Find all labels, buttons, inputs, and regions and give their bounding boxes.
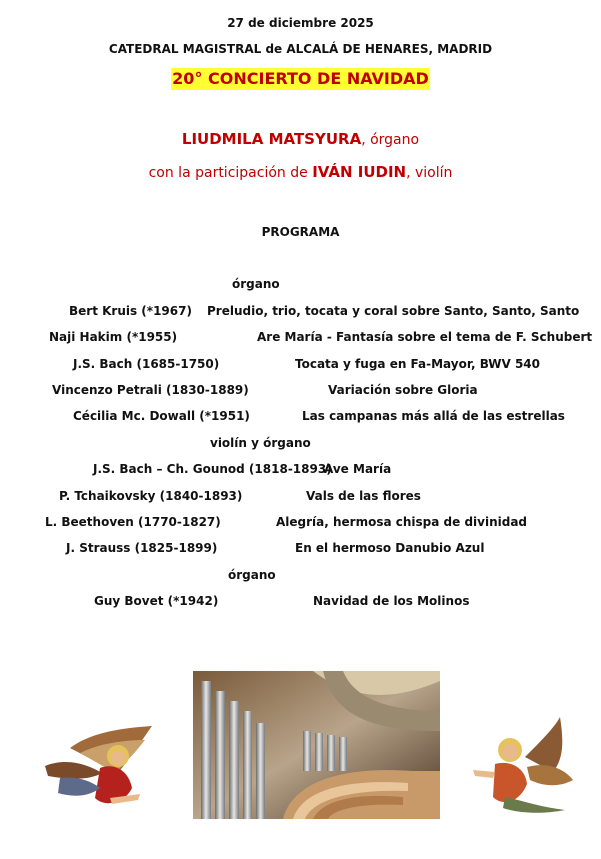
program-work: En el hermoso Danubio Azul [295, 541, 485, 555]
program-work: Vals de las flores [306, 489, 421, 503]
program-work: Ave María [324, 462, 392, 476]
organ-pipes-photo [193, 671, 440, 819]
organist-line [0, 130, 601, 149]
guest-line [0, 163, 601, 182]
section-heading-organ-final: órgano [228, 568, 276, 582]
program-composer: J.S. Bach – Ch. Gounod (1818-1893) [93, 462, 332, 476]
program-work: Preludio, trio, tocata y coral sobre Santo, Santo, Santo [207, 304, 580, 318]
program-work: Alegría, hermosa chispa de divinidad [276, 515, 528, 529]
guest-name: IVÁN IUDIN [312, 163, 407, 181]
program-composer: Vincenzo Petrali (1830-1889) [52, 383, 249, 397]
section-heading-violin-organ: violín y órgano [210, 436, 311, 450]
program-composer: Naji Hakim (*1955) [49, 330, 178, 344]
program-composer: Cécilia Mc. Dowall (*1951) [73, 409, 250, 423]
program-composer: J.S. Bach (1685-1750) [73, 357, 220, 371]
angel-left-illustration [40, 718, 160, 818]
angel-right-illustration [465, 712, 577, 820]
organist-name: LIUDMILA MATSYURA [181, 130, 362, 148]
program-composer: J. Strauss (1825-1899) [66, 541, 218, 555]
program-work: Navidad de los Molinos [313, 594, 470, 608]
guest-role: , violín [406, 165, 453, 181]
concert-date: 27 de diciembre 2025 [227, 16, 374, 30]
program-work: Las campanas más allá de las estrellas [302, 409, 565, 423]
venue-line: CATEDRAL MAGISTRAL de ALCALÁ DE HENARES, MADRID [108, 42, 493, 56]
guest-prefix: con la participación de [148, 165, 313, 181]
program-composer: Guy Bovet (*1942) [94, 594, 219, 608]
program-composer: P. Tchaikovsky (1840-1893) [59, 489, 243, 503]
program-work: Variación sobre Gloria [328, 383, 478, 397]
program-heading: PROGRAMA [261, 225, 340, 239]
program-composer: L. Beethoven (1770-1827) [45, 515, 221, 529]
section-heading-organ: órgano [232, 277, 280, 291]
concert-title: 20° CONCIERTO DE NAVIDAD [172, 69, 429, 88]
program-work: Are María - Fantasía sobre el tema de F. Schubert [257, 330, 593, 344]
program-work: Tocata y fuga en Fa-Mayor, BWV 540 [295, 357, 540, 371]
program-composer: Bert Kruis (*1967) [69, 304, 192, 318]
organist-role: , órgano [361, 132, 420, 148]
